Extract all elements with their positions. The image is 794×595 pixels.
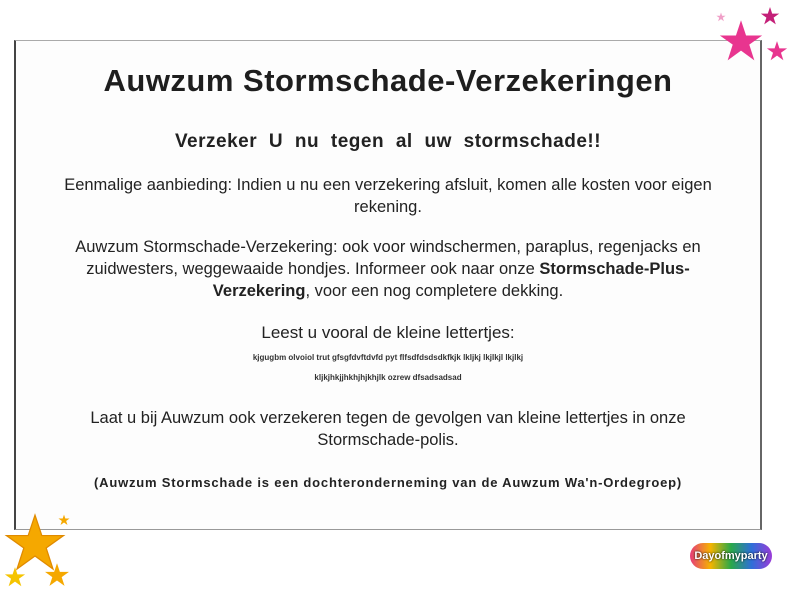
logo-text: Dayofmyparty	[694, 550, 768, 562]
fine-print-intro: Leest u vooral de kleine lettertjes:	[261, 323, 515, 342]
fine-print-line: kljkjhkjjhkhjhjkhjlk ozrew dfsadsadsad	[314, 373, 462, 382]
footer-note: (Auwzum Stormschade is een dochteronderneming van de Auwzum Wa'n-Ordegroep)	[94, 475, 682, 490]
pink-star-icon	[718, 18, 764, 64]
document-subtitle: Verzeker U nu tegen al uw stormschade!!	[174, 131, 602, 152]
document-title: Auwzum Stormschade-Verzekeringen	[103, 63, 673, 98]
plus-insurance-name: Stormschade-Plus-Verzekering	[212, 260, 690, 300]
pink-star-icon	[760, 6, 780, 26]
coverage-text-end: , voor een nog completere dekking.	[305, 282, 564, 300]
closing-paragraph: Laat u bij Auwzum ook verzekeren tegen de gevolgen van kleine lettertjes in onze Stormschade-polis.	[90, 409, 686, 449]
yellow-star-icon	[4, 566, 26, 588]
pink-star-icon	[716, 12, 726, 22]
yellow-star-icon	[58, 514, 70, 526]
site-logo	[690, 543, 772, 569]
scanned-document	[14, 40, 762, 530]
coverage-paragraph	[16, 236, 760, 302]
pink-star-icon	[766, 40, 788, 62]
yellow-star-icon	[44, 562, 70, 588]
fine-print-line: kjgugbm olvoiol trut gfsgfdvftdvfd pyt flfsdfdsdsdkfkjk lkljkj lkjlkjl lkjlkj	[252, 353, 524, 362]
offer-paragraph: Eenmalige aanbieding: Indien u nu een verzekering afsluit, komen alle kosten voor eigen rekening.	[64, 176, 712, 216]
coverage-text-start: Auwzum Stormschade-Verzekering: ook voor windschermen, paraplus, regenjacks en zuidwesters, weggewaaide hondjes. Informeer ook naar onze	[75, 238, 701, 278]
